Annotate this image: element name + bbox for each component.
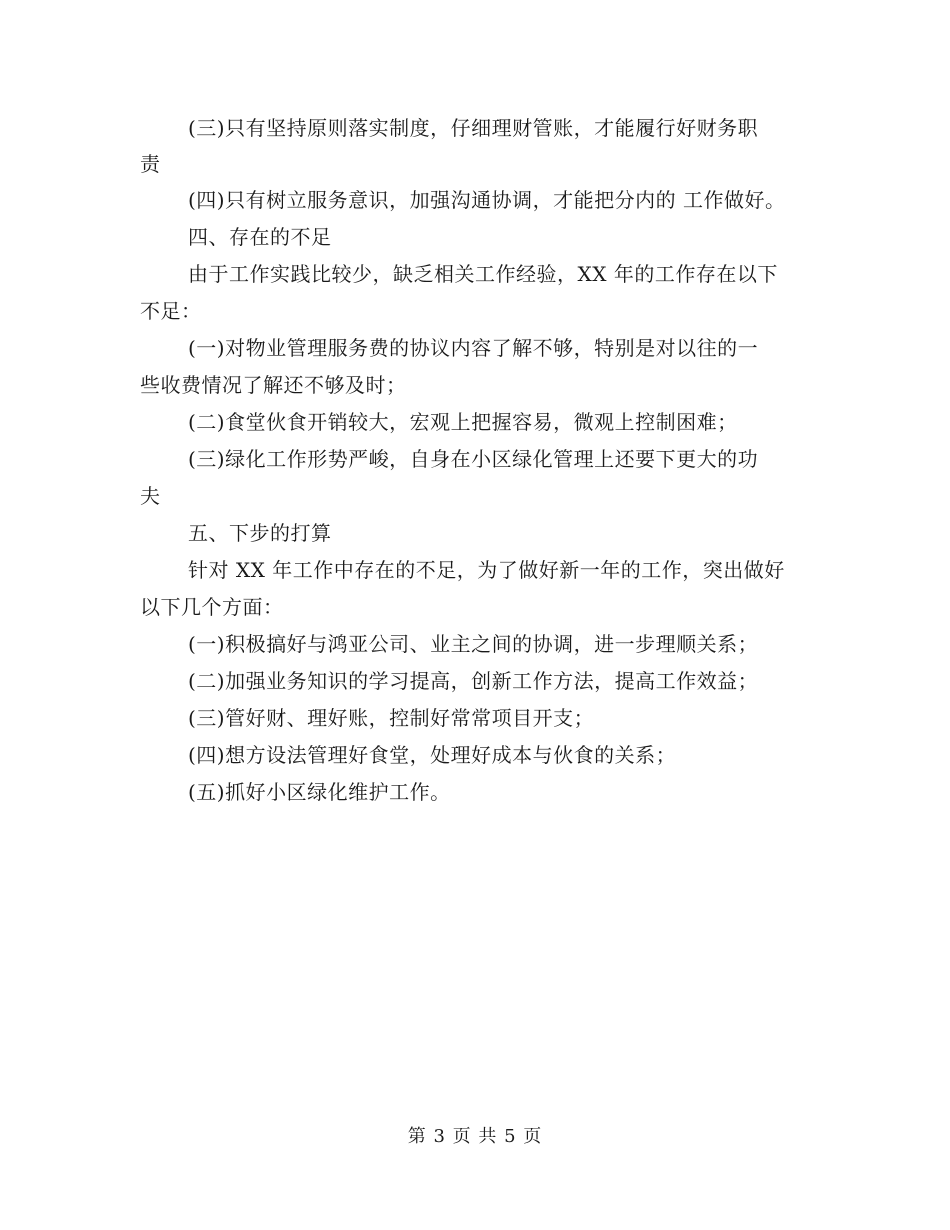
paragraph-line: 夫 [140,484,161,508]
paragraph-line: (一)积极搞好与鸿亚公司、业主之间的协调，进一步理顺关系； [188,632,759,656]
paragraph-line: 由于工作实践比较少，缺乏相关工作经验，XX 年的工作存在以下 [188,262,778,286]
paragraph-line: 以下几个方面： [140,595,284,619]
paragraph-line: 针对 XX 年工作中存在的不足，为了做好新一年的工作，突出做好 [188,558,785,582]
paragraph-line: (二)加强业务知识的学习提高，创新工作方法，提高工作效益； [188,669,759,693]
paragraph-line: 责 [140,152,161,176]
paragraph-line: (二)食堂伙食开销较大，宏观上把握容易，微观上控制困难； [188,410,738,434]
section-heading: 五、下步的打算 [188,521,332,545]
section-heading: 四、存在的不足 [188,225,332,249]
paragraph-line: (一)对物业管理服务费的协议内容了解不够，特别是对以往的一 [188,336,759,360]
paragraph-line: (三)绿化工作形势严峻，自身在小区绿化管理上还要下更大的功 [188,447,759,471]
paragraph-line: 不足： [140,299,202,323]
paragraph-line: (四)只有树立服务意识，加强沟通协调，才能把分内的 工作做好。 [188,188,786,212]
paragraph-line: (四)想方设法管理好食堂，处理好成本与伙食的关系； [188,743,677,767]
paragraph-line: (三)只有坚持原则落实制度，仔细理财管账，才能履行好财务职 [188,116,759,140]
paragraph-line: (五)抓好小区绿化维护工作。 [188,780,451,804]
page-number-footer: 第 3 页 共 5 页 [407,1126,543,1147]
paragraph-line: (三)管好财、理好账，控制好常常项目开支； [188,706,595,730]
paragraph-line: 些收费情况了解还不够及时； [140,373,407,397]
